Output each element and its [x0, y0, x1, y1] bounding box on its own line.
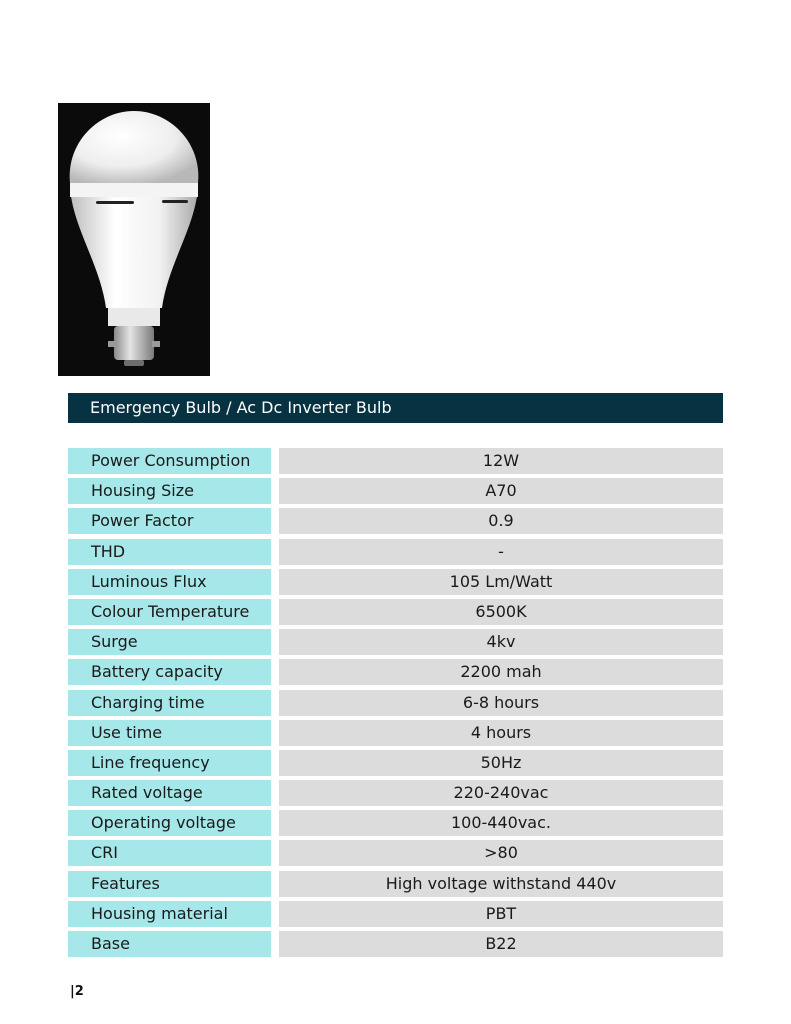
spec-label: Colour Temperature [68, 599, 271, 625]
spec-label: Housing material [68, 901, 271, 927]
spec-value: 105 Lm/Watt [279, 569, 723, 595]
spec-label: Power Factor [68, 508, 271, 534]
spec-label: Use time [68, 720, 271, 746]
spec-value: 6-8 hours [279, 690, 723, 716]
spec-row [68, 569, 723, 595]
spec-value: 2200 mah [279, 659, 723, 685]
spec-row [68, 720, 723, 746]
spec-label: THD [68, 539, 271, 565]
spec-value: - [279, 539, 723, 565]
spec-label: Luminous Flux [68, 569, 271, 595]
spec-label: Operating voltage [68, 810, 271, 836]
page-number: |2 [70, 984, 84, 999]
spec-row [68, 448, 723, 474]
product-photo [58, 103, 210, 376]
spec-value: PBT [279, 901, 723, 927]
spec-value: High voltage withstand 440v [279, 871, 723, 897]
spec-label: CRI [68, 840, 271, 866]
spec-label: Surge [68, 629, 271, 655]
spec-table [68, 448, 723, 961]
spec-label: Housing Size [68, 478, 271, 504]
spec-row [68, 690, 723, 716]
product-title: Emergency Bulb / Ac Dc Inverter Bulb [68, 393, 723, 423]
spec-value: 4 hours [279, 720, 723, 746]
spec-value: B22 [279, 931, 723, 957]
spec-row [68, 750, 723, 776]
spec-label: Battery capacity [68, 659, 271, 685]
spec-label: Power Consumption [68, 448, 271, 474]
spec-row [68, 840, 723, 866]
spec-value: 0.9 [279, 508, 723, 534]
spec-value: 220-240vac [279, 780, 723, 806]
spec-row [68, 599, 723, 625]
bulb-image [58, 103, 210, 376]
spec-label: Rated voltage [68, 780, 271, 806]
spec-value: 4kv [279, 629, 723, 655]
spec-row [68, 629, 723, 655]
spec-value: 12W [279, 448, 723, 474]
spec-value: 50Hz [279, 750, 723, 776]
spec-row [68, 901, 723, 927]
spec-value: >80 [279, 840, 723, 866]
spec-value: 100-440vac. [279, 810, 723, 836]
spec-row [68, 478, 723, 504]
spec-label: Base [68, 931, 271, 957]
spec-row [68, 810, 723, 836]
spec-label: Line frequency [68, 750, 271, 776]
spec-row [68, 508, 723, 534]
spec-row [68, 931, 723, 957]
spec-row [68, 659, 723, 685]
spec-row [68, 539, 723, 565]
spec-row [68, 871, 723, 897]
spec-row [68, 780, 723, 806]
spec-label: Features [68, 871, 271, 897]
spec-value: A70 [279, 478, 723, 504]
spec-value: 6500K [279, 599, 723, 625]
spec-label: Charging time [68, 690, 271, 716]
